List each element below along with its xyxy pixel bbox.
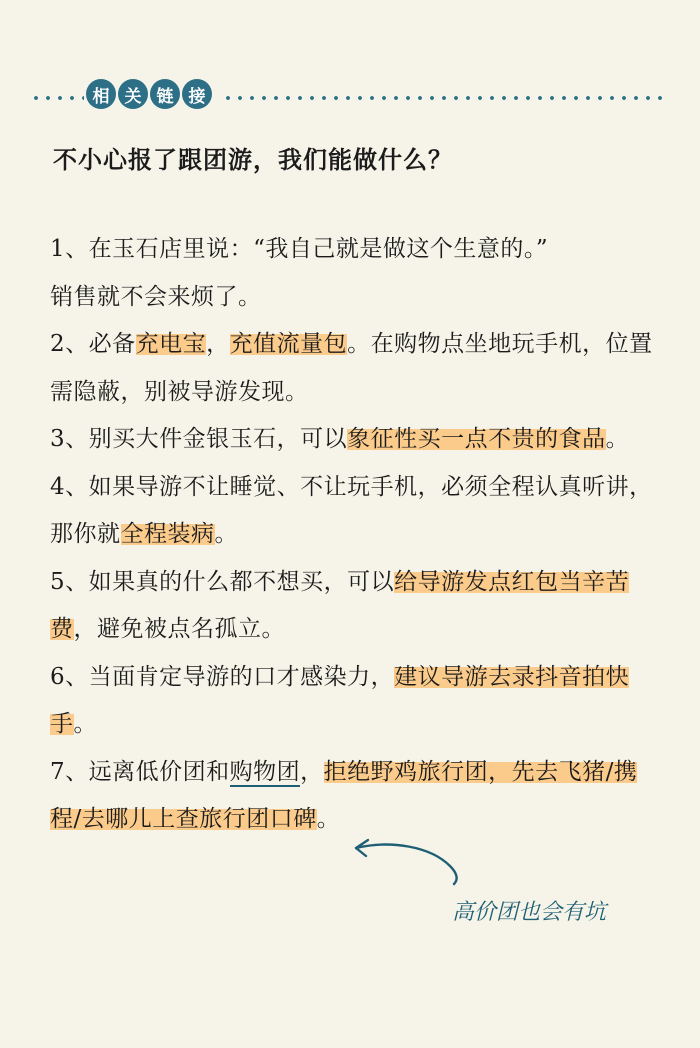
tag-char: 链: [150, 79, 180, 109]
item-text: 1、在玉石店里说：“我自己就是做这个生意的。”: [50, 236, 549, 262]
highlighted-text: 全程装病: [120, 521, 215, 547]
item-text: ，: [206, 331, 230, 357]
item-text: 3、别买大件金银玉石，可以: [50, 426, 348, 452]
tag-char: 关: [118, 79, 148, 109]
related-links-tag[interactable]: [86, 79, 212, 109]
handwritten-note: 高价团也会有坑: [452, 900, 607, 925]
item-text: 。: [316, 806, 341, 832]
item-text: 7、远离低价团和: [50, 758, 230, 785]
highlighted-text: 给导游发点红包当辛苦费: [50, 568, 630, 642]
list-item: [50, 321, 662, 416]
handwritten-arrow-icon: [350, 836, 470, 892]
list-item: [50, 654, 662, 749]
highlighted-text: 充电宝: [135, 331, 207, 357]
list-item: [50, 749, 662, 844]
item-text: 。: [605, 426, 630, 452]
item-text: 。: [214, 521, 238, 547]
highlighted-text: 充值流量包: [229, 331, 348, 357]
highlighted-text: 建议导游去录抖音拍快手: [50, 663, 630, 737]
item-text: ，: [300, 758, 324, 785]
tag-char: 相: [86, 79, 116, 109]
list-item: [50, 226, 662, 321]
tips-list: [50, 226, 662, 844]
highlighted-text: 象征性买一点不贵的食品: [347, 426, 606, 452]
item-text: ，避免被点名孤立。: [73, 616, 285, 642]
tag-char: 接: [182, 79, 212, 109]
item-text: 2、必备: [50, 331, 136, 357]
item-text: 4、如果导游不让睡觉、不让玩手机，必须全程认真听讲，那你就: [50, 473, 653, 547]
underlined-text: 购物团: [229, 758, 301, 785]
item-text: 。在购物点坐地玩手机，位置需隐蔽，别被导游发现。: [50, 331, 653, 405]
list-item: [50, 416, 662, 464]
dotted-divider-left: [30, 92, 84, 104]
item-text: 。: [73, 711, 97, 737]
highlighted-text: 拒绝野鸡旅行团，先去飞猪/携程/去哪儿上查旅行团口碑: [50, 758, 638, 832]
list-item: [50, 464, 662, 559]
article-title: 不小心报了跟团游，我们能做什么？: [53, 145, 453, 174]
list-item: [50, 559, 662, 654]
item-text: 销售就不会来烦了。: [50, 283, 262, 310]
dotted-divider-right: [222, 92, 666, 104]
item-text: 6、当面肯定导游的口才感染力，: [50, 663, 395, 690]
item-text: 5、如果真的什么都不想买，可以: [50, 568, 395, 595]
